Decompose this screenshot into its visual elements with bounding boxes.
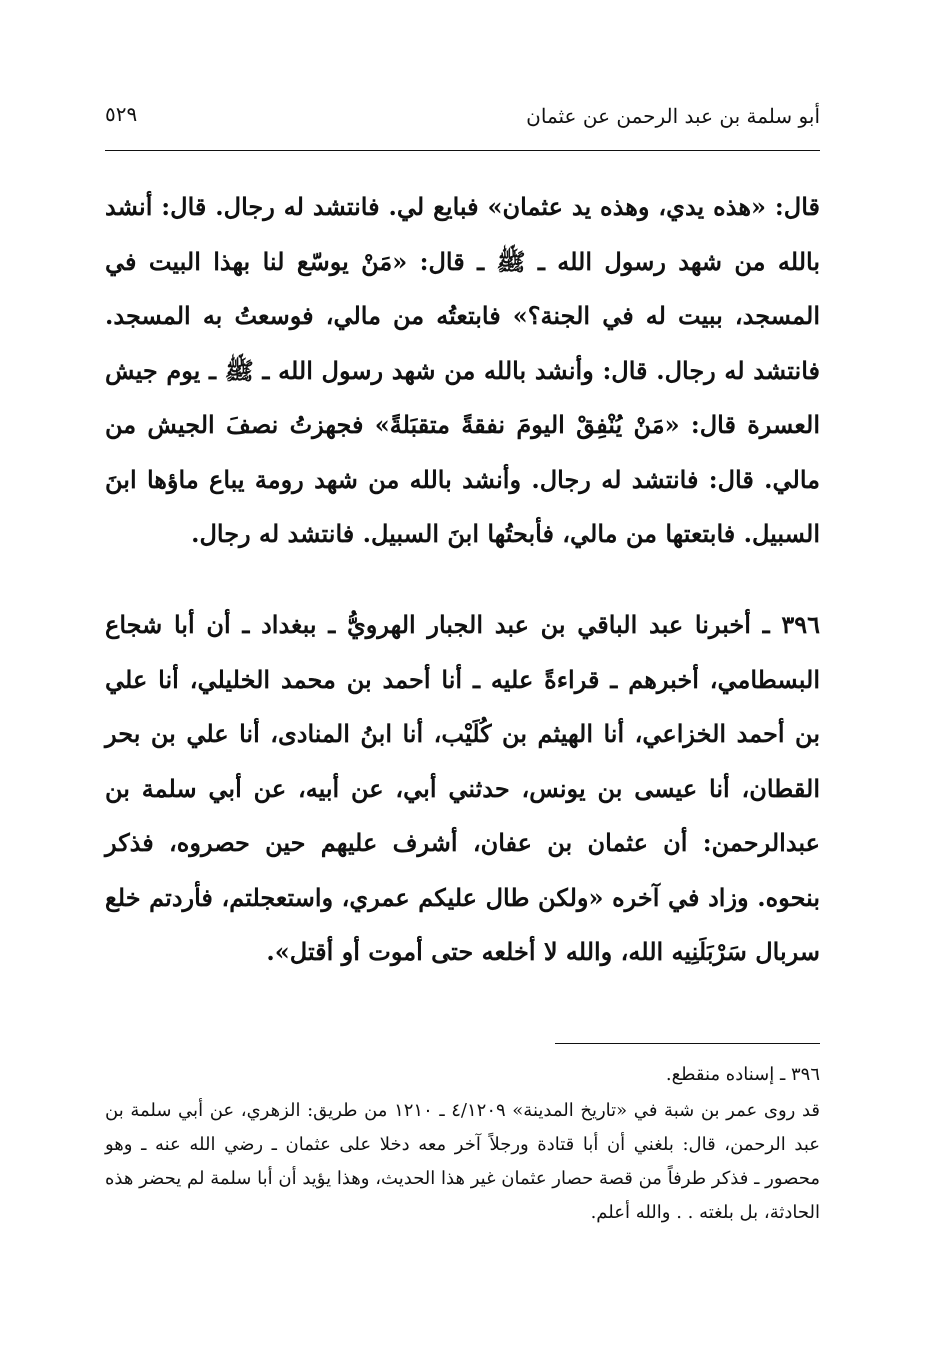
body-paragraph-2: ٣٩٦ ـ أخبرنا عبد الباقي بن عبد الجبار الهرويُّ ـ ببغداد ـ أن أبا شجاع البسطامي، أخبرهم ـ قراءةً عليه ـ أنا أحمد بن محمد الخليلي، أنا علي بن أحمد الخزاعي، أنا الهيثم بن كُلَيْب، أنا ابنُ المنادى، أنا علي بن بحر القطان، أنا عيسى بن يونس، حدثني أبي، عن أبيه، عن أبي سلمة بن عبدالرحمن: أن عثمان بن عفان، أشرف عليهم حين حصروه، فذكر بنحوه. وزاد في آخره «ولكن طال عليكم عمري، واستعجلتم، فأردتم خلع سربال سَرْبَلَنِيه الله، والله لا أخلعه حتى أموت أو أقتل». (105, 610, 821, 966)
footnote-text: قد روى عمر بن شبة في «تاريخ المدينة» ٤/١٢٠٩ ـ ١٢١٠ من طريق: الزهري، عن أبي سلمة بن عبد الرحمن، قال: بلغني أن أبا قتادة ورجلاً آخر معه دخلا على عثمان ـ رضي الله عنه ـ وهو محصور ـ فذكر طرفاً من قصة حصار عثمان غير هذا الحديث، وهذا يؤيد أن أبا سلمة لم يحضر هذه الحادثة، بل بلغته . . والله أعلم. (105, 1100, 821, 1223)
page-number: ٥٢٩ (105, 102, 138, 126)
running-title: أبو سلمة بن عبد الرحمن عن عثمان (526, 104, 820, 128)
page-header (105, 96, 820, 136)
header-divider (105, 150, 820, 151)
footnote-heading: ٣٩٦ ـ إسناده منقطع. (665, 1064, 820, 1085)
footnote-divider (555, 1043, 820, 1044)
body-paragraph-1: قال: «هذه يدي، وهذه يد عثمان» فبايع لي. فانتشد له رجال. قال: أنشد بالله من شهد رسول الله ـ ﷺ ـ قال: «مَنْ يوسّع لنا بهذا البيت في المسجد، ببيت له في الجنة؟» فابتعتُه من مالي، فوسعتُ به المسجد. فانتشد له رجال. قال: وأنشد بالله من شهد رسول الله ـ ﷺ ـ يوم جيش العسرة قال: «مَنْ يُنْفِقْ اليومَ نفقةً متقبَلةً» فجهزتُ نصفَ الجيش من مالي. قال: فانتشد له رجال. وأنشد بالله من شهد رومة يباع ماؤها ابنَ السبيل. فابتعتها من مالي، فأبحتُها ابنَ السبيل. فانتشد له رجال. (105, 192, 820, 548)
